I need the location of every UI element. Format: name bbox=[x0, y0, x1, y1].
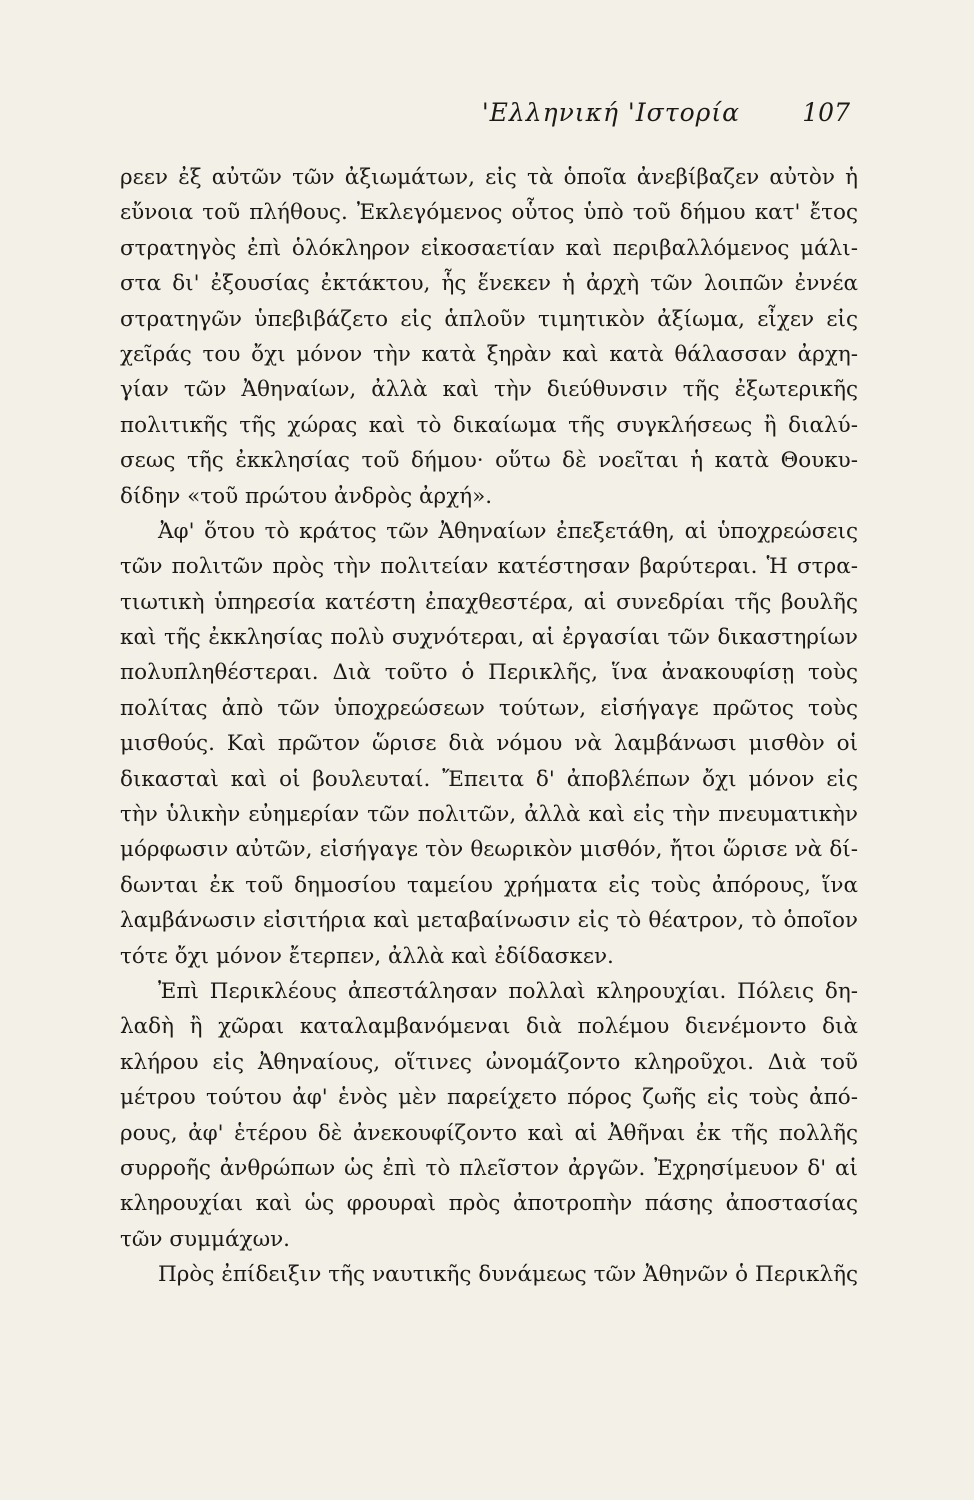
text-line: τῶν συμμάχων. bbox=[120, 1226, 291, 1252]
text-line: καὶ τῆς ἐκκλησίας πολὺ συχνότεραι, αἱ ἐργασίαι τῶν δικαστηρίων bbox=[120, 625, 858, 651]
text-line: δίδην «τοῦ πρώτου ἀνδρὸς ἀρχή». bbox=[120, 483, 493, 509]
text-line: τὴν ὑλικὴν εὐημερίαν τῶν πολιτῶν, ἀλλὰ καὶ εἰς τὴν πνευματικὴν bbox=[120, 802, 858, 828]
text-line: κληρουχίαι καὶ ὡς φρουραὶ πρὸς ἀποτροπὴν πάσης ἀποστασίας bbox=[120, 1191, 858, 1217]
text-line: μόρφωσιν αὐτῶν, εἰσήγαγε τὸν θεωρικὸν μισθόν, ἤτοι ὥρισε νὰ δί- bbox=[120, 837, 858, 863]
body-text bbox=[120, 160, 858, 1293]
text-line: συρροῆς ἀνθρώπων ὡς ἐπὶ τὸ πλεῖστον ἀργῶν. Ἐχρησίμευον δ' αἱ bbox=[120, 1155, 858, 1181]
text-line: μισθούς. Καὶ πρῶτον ὥρισε διὰ νόμου νὰ λαμβάνωσι μισθὸν οἱ bbox=[120, 731, 858, 757]
text-line: Ἀφ' ὅτου τὸ κράτος τῶν Ἀθηναίων ἐπεξετάθη, αἱ ὑποχρεώσεις bbox=[158, 518, 858, 544]
text-line: Ἐπὶ Περικλέους ἀπεστάλησαν πολλαὶ κληρουχίαι. Πόλεις δη- bbox=[158, 978, 858, 1004]
text-line: μέτρου τούτου ἀφ' ἑνὸς μὲν παρείχετο πόρος ζωῆς εἰς τοὺς ἀπό- bbox=[120, 1085, 858, 1111]
text-line: στα δι' ἐξουσίας ἐκτάκτου, ἧς ἕνεκεν ἡ ἀρχὴ τῶν λοιπῶν ἐννέα bbox=[120, 271, 858, 297]
text-line: τιωτικὴ ὑπηρεσία κατέστη ἐπαχθεστέρα, αἱ συνεδρίαι τῆς βουλῆς bbox=[120, 589, 858, 615]
running-title: 'Ελληνική 'Ιστορία bbox=[481, 98, 740, 127]
text-line: ρους, ἀφ' ἑτέρου δὲ ἀνεκουφίζοντο καὶ αἱ Ἀθῆναι ἐκ τῆς πολλῆς bbox=[120, 1120, 858, 1146]
text-line: εὔνοια τοῦ πλήθους. Ἐκλεγόμενος οὗτος ὑπὸ τοῦ δήμου κατ' ἔτος bbox=[120, 200, 858, 226]
text-line: χεῖράς του ὄχι μόνον τὴν κατὰ ξηρὰν καὶ κατὰ θάλασσαν ἀρχη- bbox=[120, 341, 858, 367]
text-line: Πρὸς ἐπίδειξιν τῆς ναυτικῆς δυνάμεως τῶν Ἀθηνῶν ὁ Περικλῆς bbox=[158, 1262, 858, 1288]
text-line: κλήρου εἰς Ἀθηναίους, οἵτινες ὠνομάζοντο κληροῦχοι. Διὰ τοῦ bbox=[120, 1049, 858, 1075]
text-line: δωνται ἐκ τοῦ δημοσίου ταμείου χρήματα εἰς τοὺς ἀπόρους, ἵνα bbox=[120, 872, 858, 898]
text-line: λαμβάνωσιν εἰσιτήρια καὶ μεταβαίνωσιν εἰς τὸ θέατρον, τὸ ὁποῖον bbox=[120, 908, 858, 934]
text-line: πολιτικῆς τῆς χώρας καὶ τὸ δικαίωμα τῆς συγκλήσεως ἢ διαλύ- bbox=[120, 412, 858, 438]
text-line: σεως τῆς ἐκκλησίας τοῦ δήμου· οὕτω δὲ νοεῖται ἡ κατὰ Θουκυ- bbox=[120, 448, 858, 474]
text-line: πολυπληθέστεραι. Διὰ τοῦτο ὁ Περικλῆς, ἵνα ἀνακουφίσῃ τοὺς bbox=[120, 660, 858, 686]
text-line: λαδὴ ἢ χῶραι καταλαμβανόμεναι διὰ πολέμου διενέμοντο διὰ bbox=[120, 1014, 858, 1040]
text-line: στρατηγῶν ὑπεβιβάζετο εἰς ἁπλοῦν τιμητικὸν ἀξίωμα, εἶχεν εἰς bbox=[120, 306, 858, 332]
text-line: πολίτας ἀπὸ τῶν ὑποχρεώσεων τούτων, εἰσήγαγε πρῶτος τοὺς bbox=[120, 695, 858, 721]
page-number: 107 bbox=[802, 98, 850, 127]
text-line: τότε ὄχι μόνον ἔτερπεν, ἀλλὰ καὶ ἐδίδασκεν. bbox=[120, 943, 614, 969]
text-line: γίαν τῶν Ἀθηναίων, ἀλλὰ καὶ τὴν διεύθυνσιν τῆς ἐξωτερικῆς bbox=[120, 377, 858, 403]
text-line: τῶν πολιτῶν πρὸς τὴν πολιτείαν κατέστησαν βαρύτεραι. Ἡ στρα- bbox=[120, 554, 858, 580]
text-line: ρεεν ἐξ αὐτῶν τῶν ἀξιωμάτων, εἰς τὰ ὁποῖα ἀνεβίβαζεν αὐτὸν ἡ bbox=[120, 165, 858, 190]
running-head bbox=[120, 98, 850, 134]
text-line: δικασταὶ καὶ οἱ βουλευταί. Ἔπειτα δ' ἀποβλέπων ὄχι μόνον εἰς bbox=[120, 766, 858, 792]
text-line: στρατηγὸς ἐπὶ ὁλόκληρον εἰκοσαετίαν καὶ περιβαλλόμενος μάλι- bbox=[120, 235, 858, 261]
